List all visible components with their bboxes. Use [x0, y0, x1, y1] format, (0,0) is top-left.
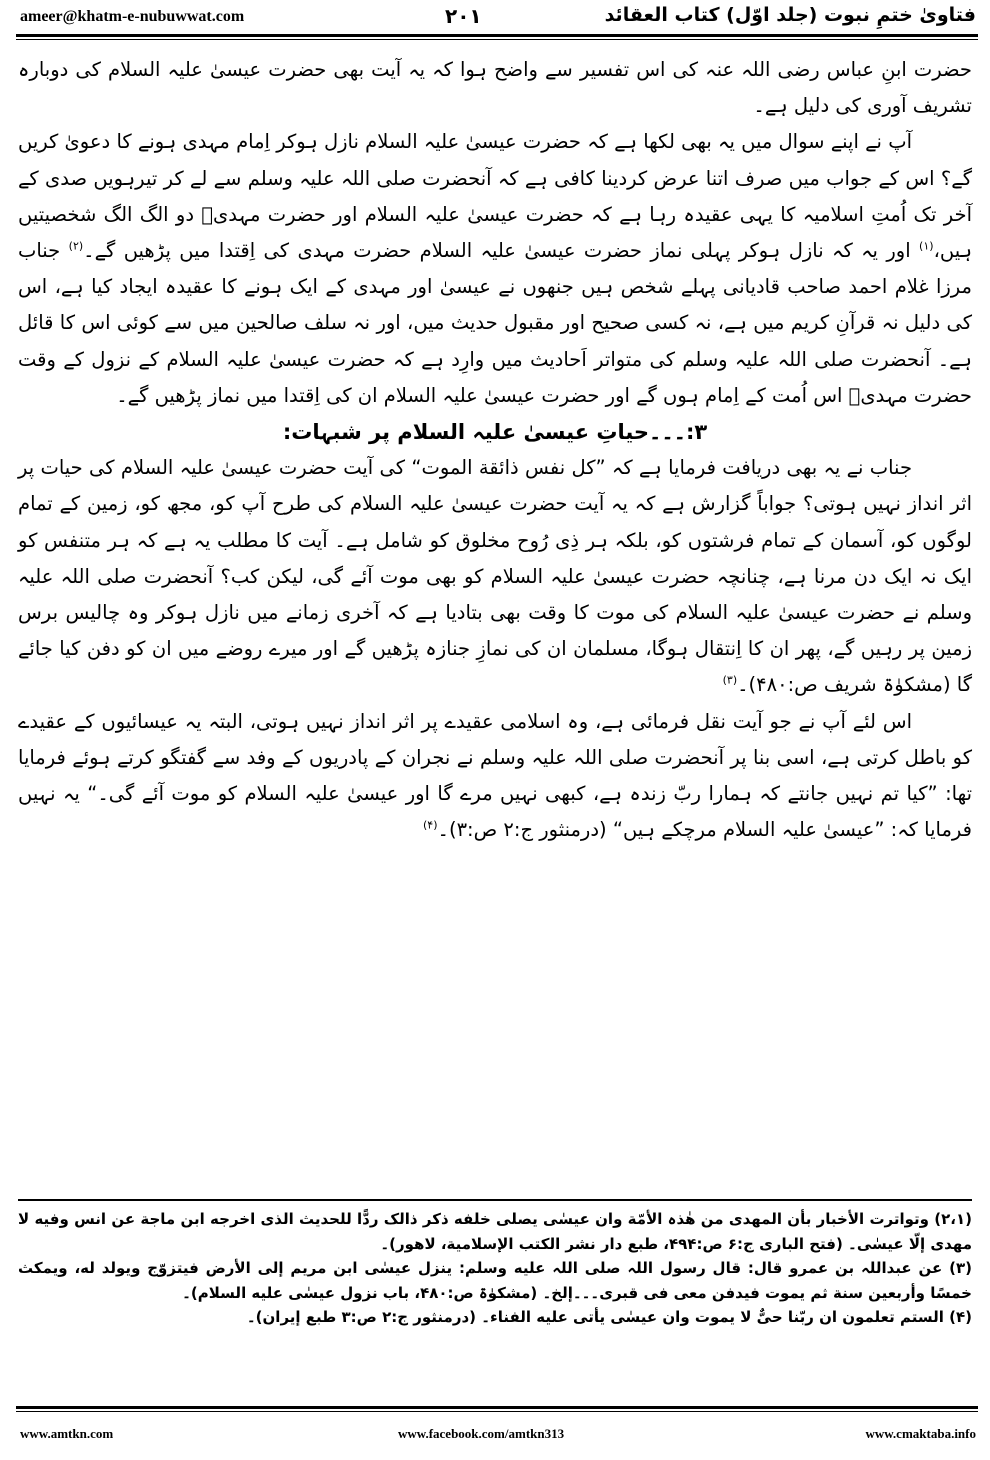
footnote-ref-4[interactable]: (۴)	[423, 818, 438, 832]
footer-divider	[16, 1406, 978, 1412]
section-heading: ۳:۔۔۔حیاتِ عیسیٰ علیہ السلام پر شبہات:	[282, 420, 708, 445]
page-footer	[20, 1426, 976, 1446]
page-header	[20, 4, 976, 32]
footnote-4: (۴) الستم تعلمون ان ربّنا حیٌّ لا یموت وان عیسٰی یأتی علیه الفناء۔ (درمنثور ج:۲ ص:۳ طبع إیران)۔	[246, 1308, 972, 1326]
paragraph-4	[18, 704, 972, 849]
footer-link-website[interactable]: www.amtkn.com	[20, 1426, 114, 1441]
paragraph-text: آپ نے اپنے سوال میں یہ بھی لکھا ہے کہ حضرت عیسیٰ علیہ السلام نازل ہوکر اِمام مہدی ہونے کا دعویٰ کریں گے؟ اس کے جواب میں صرف اتنا عرض کردینا کافی ہے کہ آنحضرت صلی اللہ علیہ وسلم سے لے کر تیرہویں صدی کے آخر تک اُمتِ اسلامیہ کا یہی عقیدہ رہا ہے کہ حضرت عیسیٰ علیہ السلام اور حضرت مہدیؓ دو الگ الگ شخصیتیں ہیں،	[18, 130, 973, 263]
header-divider	[16, 34, 978, 40]
footnote-1-2: (۲،۱) وتواترت الأخبار بأن المھدی من ھٰذہ الأمّة وان عیسٰی یصلی خلفه ذکر ذالک ردًّا للحدیث الذی اخرجه ابن ماجة عن انس وفیه لا مھدی إلّا عیسٰی۔ (فتح الباری ج:۶ ص:۴۹۴، طبع دار نشر الکتب الإسلامیة، لاھور)۔	[18, 1210, 972, 1253]
footnote-ref-2[interactable]: (۲)	[68, 239, 84, 253]
paragraph-text: اس لئے آپ نے جو آیت نقل فرمائی ہے، وہ اسلامی عقیدے پر اثر انداز نہیں ہوتی، البتہ یہ عیسائیوں کے عقیدے کو باطل کرتی ہے، اسی بنا پر آنحضرت صلی اللہ علیہ وسلم نے نجران کے پادریوں کے وفد سے گفتگو کرتے ہوئے فرمایا تھا: ”کیا تم نہیں جانتے کہ ہمارا ربّ زندہ ہے، کبھی نہیں مرے گا اور عیسیٰ علیہ السلام کو موت آئے گی۔“ یہ نہیں فرمایا کہ: ”عیسیٰ علیہ السلام مرچکے ہیں“ (درمنثور ج:۲ ص:۳)۔	[18, 709, 972, 842]
footnote-ref-1[interactable]: (۱)	[919, 239, 934, 253]
footnote-ref-3[interactable]: (۳)	[722, 673, 738, 687]
paragraph-2	[18, 124, 972, 414]
book-title: فتاویٰ ختمِ نبوت (جلد اوّل) کتاب العقائد	[604, 4, 976, 26]
paragraph-text: جناب نے یہ بھی دریافت فرمایا ہے کہ ”کل نفس ذائقة الموت“ کی آیت حضرت عیسیٰ علیہ السلام کی حیات پر اثر انداز نہیں ہوتی؟ جواباً گزارش ہے کہ یہ آیت حضرت عیسیٰ علیہ السلام کی طرح آپ کو، مجھ کو، زمین کے تمام لوگوں کو، آسمان کے تمام فرشتوں کو، بلکہ ہر ذِی رُوح مخلوق کو شامل ہے۔ آیت کا مطلب یہ ہے کہ ہر متنفس کو ایک نہ ایک دن مرنا ہے، چنانچہ حضرت عیسیٰ علیہ السلام کو بھی موت آئے گی، لیکن کب؟ آنحضرت صلی اللہ علیہ وسلم نے حضرت عیسیٰ علیہ السلام کی موت کا وقت بھی بتادیا ہے کہ آخری زمانے میں نازل ہوکر وہ چالیس برس زمین پر رہیں گے، پھر ان کا اِنتقال ہوگا، مسلمان ان کی نمازِ جنازہ پڑھیں گے اور میرے روضے میں ان کو دفن کیا جائے گا (مشکوٰۃ شریف ص:۴۸۰)۔	[18, 456, 972, 697]
paragraph-text: جناب مرزا غلام احمد صاحب قادیانی پہلے شخص ہیں جنھوں نے عیسیٰ اور مہدی کے ایک ہونے کا عقیدہ ایجاد کیا ہے، اس کی دلیل نہ قرآنِ کریم میں ہے، نہ کسی صحیح اور مقبول حدیث میں، اور نہ سلف صالحین میں سے کوئی اس کا قائل ہے۔ آنحضرت صلی اللہ علیہ وسلم کی متواتر اَحادیث میں وارِد ہے کہ حضرت عیسیٰ علیہ السلام کے نزول کے وقت حضرت مہدیؓ اس اُمت کے اِمام ہوں گے اور حضرت عیسیٰ علیہ السلام ان کی اِقتدا میں نماز پڑھیں گے۔	[18, 239, 972, 407]
main-body	[18, 52, 972, 848]
paragraph-text: اور یہ کہ نازل ہوکر پہلی نماز حضرت عیسیٰ علیہ السلام حضرت مہدی کی اِقتدا میں پڑھیں گے۔	[83, 239, 911, 263]
paragraph-1	[18, 52, 972, 124]
footnote-divider	[18, 1199, 972, 1201]
footer-link-maktaba[interactable]: www.cmaktaba.info	[865, 1426, 976, 1441]
footnotes	[18, 1207, 972, 1330]
footer-link-facebook[interactable]: www.facebook.com/amtkn313	[398, 1426, 565, 1441]
paragraph-3	[18, 450, 972, 703]
page-number: ۲۰۱	[445, 4, 482, 28]
footnote-3: (۳) عن عبداللہ بن عمرو قال: قال رسول اللہ صلی اللہ علیه وسلم: ینزل عیسٰی ابن مریم إلی الأرض فیتزوّج ویولد له، ویمکث خمسًا وأربعین سنة ثم یموت فیدفن معی فی قبری۔۔۔إلخ۔ (مشکوٰۃ ص:۴۸۰، باب نزول عیسٰی علیه السلام)۔	[18, 1259, 972, 1302]
paragraph-text: حضرت ابنِ عباس رضی اللہ عنہ کی اس تفسیر سے واضح ہوا کہ یہ آیت بھی حضرت عیسیٰ علیہ السلام کی دوبارہ تشریف آوری کی دلیل ہے۔	[18, 58, 972, 118]
header-email: ameer@khatm-e-nubuwwat.com	[20, 8, 245, 25]
